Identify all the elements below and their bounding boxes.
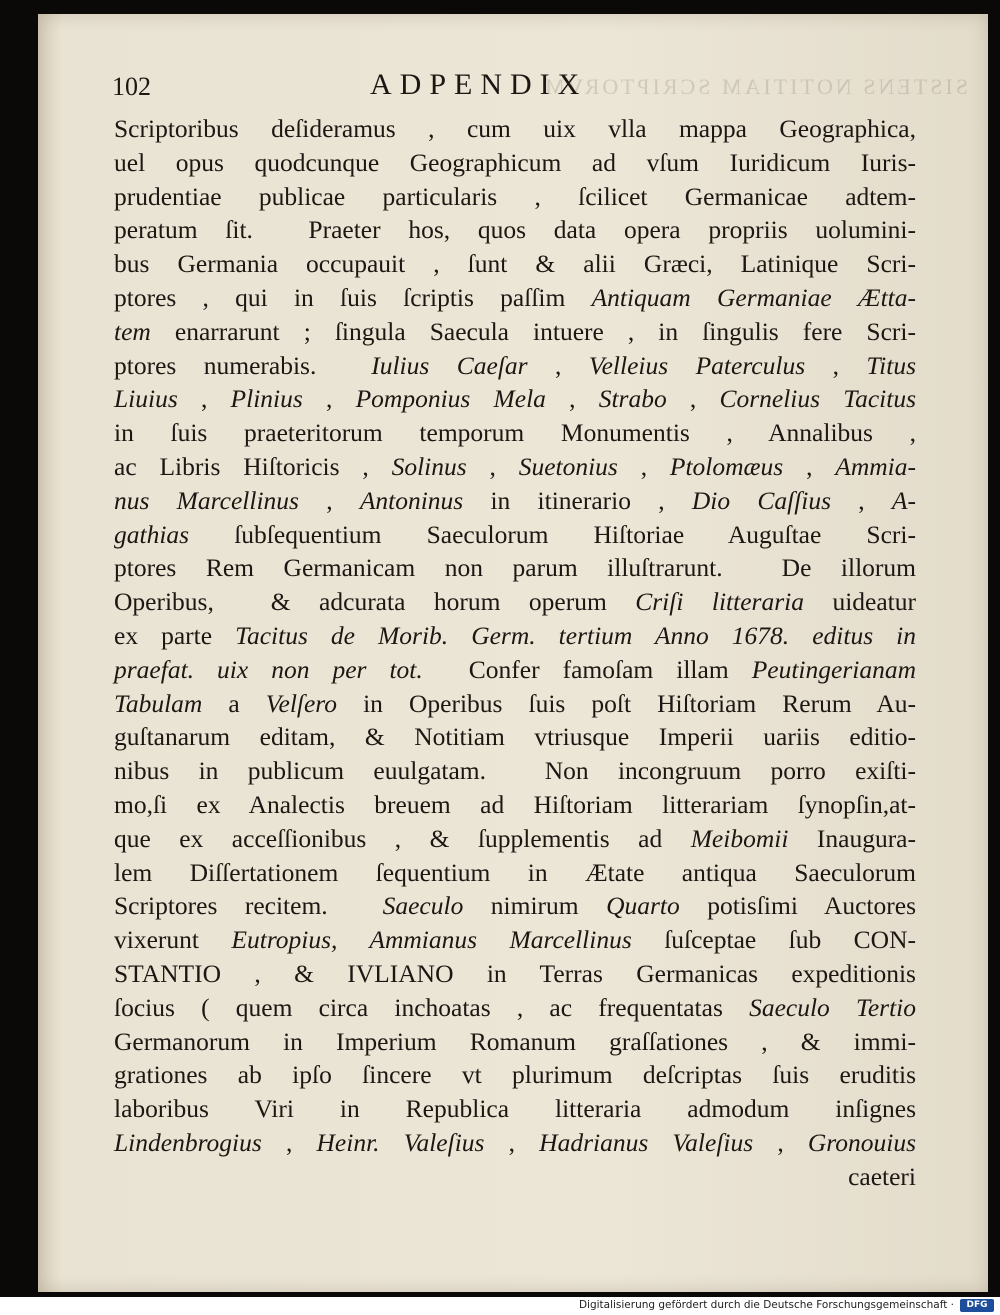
- page-header: [112, 68, 932, 108]
- italic-text-segment: Antoninus: [359, 485, 464, 515]
- italic-text-segment: Meibomii: [690, 823, 789, 853]
- text-segment: Operibus, & adcurata horum operum: [114, 587, 636, 617]
- text-line: [114, 146, 916, 180]
- text-segment: laboribus Viri in Republica litteraria admodum inſignes: [114, 1094, 916, 1124]
- text-segment: ptores Rem Germanicam non parum illuſtrarunt. De illorum: [114, 553, 916, 583]
- text-segment: ptores , qui in ſuis ſcriptis paſſim: [114, 282, 592, 312]
- italic-text-segment: Dio Caſſius: [691, 485, 832, 515]
- italic-text-segment: Heinr. Valeſius: [316, 1127, 485, 1157]
- text-segment: ,: [831, 485, 892, 515]
- text-line: [114, 484, 916, 518]
- italic-text-segment: Titus: [866, 350, 917, 380]
- italic-text-segment: Ammia-: [835, 451, 916, 481]
- text-segment: Confer famoſam illam: [422, 654, 752, 684]
- text-line: [114, 856, 916, 890]
- italic-text-segment: Gronouius: [807, 1127, 916, 1157]
- italic-text-segment: Saeculo Tertio: [749, 992, 916, 1022]
- italic-text-segment: gathias: [114, 519, 190, 549]
- text-line: [114, 247, 916, 281]
- text-line: [114, 788, 916, 822]
- text-line: [114, 1126, 916, 1160]
- text-segment: ,: [298, 485, 360, 515]
- text-line: [114, 1025, 916, 1059]
- footer-bar: [0, 1297, 1000, 1315]
- italic-text-segment: Pomponius Mela: [355, 384, 546, 414]
- text-segment: Scriptores recitem.: [114, 891, 383, 921]
- italic-text-segment: Suetonius: [518, 451, 618, 481]
- italic-text-segment: nus Marcellinus: [114, 485, 299, 515]
- text-line: [114, 213, 916, 247]
- text-segment: lem Diſſertationem ſequentium in Ætate antiqua Saeculorum: [114, 857, 916, 887]
- text-segment: ac Libris Hiſtoricis ,: [114, 451, 392, 481]
- italic-text-segment: tem: [114, 316, 151, 346]
- italic-text-segment: Velleius Paterculus: [588, 350, 806, 380]
- text-line: [114, 180, 916, 214]
- text-segment: ,: [527, 350, 589, 380]
- text-segment: ,: [484, 1127, 540, 1157]
- text-line: [114, 551, 916, 585]
- text-line: [114, 349, 916, 383]
- text-segment: enarrarunt ; ſingula Saecula intuere , in ſingulis fere Scri-: [150, 316, 916, 346]
- catchword: caeteri: [848, 1161, 916, 1191]
- italic-text-segment: Solinus: [391, 451, 467, 481]
- text-line: [114, 957, 916, 991]
- italic-text-segment: Antiquam Germaniae Ætta-: [591, 282, 916, 312]
- text-segment: prudentiae publicae particularis , ſcilicet Germanicae adtem-: [114, 181, 916, 211]
- text-line: [114, 382, 916, 416]
- italic-text-segment: Cornelius Tacitus: [719, 384, 917, 414]
- text-segment: peratum ſit. Praeter hos, quos data opera propriis uolumini-: [114, 215, 916, 245]
- text-line: [114, 1092, 916, 1126]
- italic-text-segment: Lindenbrogius: [114, 1127, 262, 1157]
- text-segment: potisſimi Auctores: [679, 891, 916, 921]
- text-segment: ſubſequentium Saeculorum Hiſtoriae Auguſtae Scri-: [189, 519, 916, 549]
- italic-text-segment: Quarto: [606, 891, 680, 921]
- text-segment: ,: [261, 1127, 317, 1157]
- italic-text-segment: Ptolomæus: [669, 451, 784, 481]
- text-segment: STANTIO , & IVLIANO in Terras Germanicas expeditionis: [114, 958, 916, 988]
- text-segment: in Operibus ſuis poſt Hiſtoriam Rerum Au-: [337, 688, 916, 718]
- text-line: [114, 416, 916, 450]
- text-line: [114, 518, 916, 552]
- text-segment: Inaugura-: [788, 823, 916, 853]
- italic-text-segment: Velſero: [265, 688, 338, 718]
- text-line: [114, 281, 916, 315]
- text-line: [114, 687, 916, 721]
- italic-text-segment: Strabo: [598, 384, 667, 414]
- dfg-logo-icon: DFG: [960, 1299, 994, 1312]
- text-segment: ſuſceptae ſub CON-: [631, 925, 916, 955]
- text-line: [114, 822, 916, 856]
- italic-text-segment: Plinius: [230, 384, 303, 414]
- italic-text-segment: Liuius: [114, 384, 178, 414]
- text-segment: ex parte: [114, 620, 236, 650]
- text-segment: Scriptoribus deſideramus , cum uix vlla mappa Geographica,: [114, 114, 916, 143]
- text-segment: uel opus quodcunque Geographicum ad vſum Iuridicum Iuris-: [114, 147, 916, 177]
- italic-text-segment: Criſi litteraria: [635, 587, 804, 617]
- text-segment: ptores numerabis.: [114, 350, 372, 380]
- italic-text-segment: praefat. uix non per tot.: [114, 654, 423, 684]
- text-segment: ,: [302, 384, 356, 414]
- text-segment: guſtanarum editam, & Notitiam vtriusque Imperii uariis editio-: [114, 722, 916, 752]
- italic-text-segment: Tacitus de Morib. Germ. tertium Anno 1678. editus in: [235, 620, 917, 650]
- text-segment: uideatur: [803, 587, 916, 617]
- text-line: [114, 1058, 916, 1092]
- text-segment: a: [202, 688, 266, 718]
- text-line: [114, 991, 916, 1025]
- text-segment: ,: [177, 384, 231, 414]
- text-segment: ſocius ( quem circa inchoatas , ac frequentatas: [114, 992, 750, 1022]
- text-line: [114, 923, 916, 957]
- text-segment: in itinerario ,: [463, 485, 692, 515]
- text-line: [114, 315, 916, 349]
- text-line: [114, 889, 916, 923]
- text-segment: Germanorum in Imperium Romanum graſſationes , & immi-: [114, 1026, 916, 1056]
- text-segment: mo,ſi ex Analectis breuem ad Hiſtoriam litterariam ſynopſin,at-: [114, 789, 916, 819]
- bleed-through-text: SISTENS NOTITIAM SCRIPTORVM: [542, 74, 968, 99]
- text-line: [114, 585, 916, 619]
- body-text: [114, 112, 916, 1194]
- text-segment: ,: [545, 384, 599, 414]
- text-segment: grationes ab ipſo ſincere vt plurimum deſcriptas ſuis eruditis: [114, 1060, 916, 1090]
- text-segment: ,: [466, 451, 519, 481]
- italic-text-segment: Iulius Caeſar: [371, 350, 528, 380]
- italic-text-segment: Hadrianus Valeſius: [539, 1127, 754, 1157]
- italic-text-segment: Eutropius, Ammianus Marcellinus: [231, 925, 632, 955]
- text-segment: que ex acceſſionibus , & ſupplementis ad: [114, 823, 691, 853]
- text-segment: ,: [617, 451, 670, 481]
- text-line: [114, 619, 916, 653]
- italic-text-segment: Peutingerianam: [751, 654, 916, 684]
- text-segment: ,: [783, 451, 836, 481]
- text-segment: ,: [805, 350, 867, 380]
- italic-text-segment: Saeculo: [382, 891, 464, 921]
- text-segment: vixerunt: [114, 925, 232, 955]
- text-line: [114, 720, 916, 754]
- italic-text-segment: A-: [891, 485, 916, 515]
- text-segment: ,: [666, 384, 720, 414]
- text-segment: in ſuis praeteritorum temporum Monumentis , Annalibus ,: [114, 418, 916, 448]
- text-segment: nimirum: [463, 891, 607, 921]
- text-line: [114, 653, 916, 687]
- footer-credit: Digitalisierung gefördert durch die Deutsche Forschungsgemeinschaft ·: [578, 1299, 954, 1311]
- page-number: 102: [112, 72, 151, 101]
- running-title: ADPENDIX: [370, 68, 588, 101]
- italic-text-segment: Tabulam: [114, 688, 203, 718]
- text-line: [114, 450, 916, 484]
- text-segment: bus Germania occupauit , ſunt & alii Græci, Latinique Scri-: [114, 249, 916, 279]
- text-line: [114, 112, 916, 146]
- text-segment: nibus in publicum euulgatam. Non incongruum porro exiſti-: [114, 756, 916, 786]
- text-line: [114, 754, 916, 788]
- text-segment: ,: [753, 1127, 808, 1157]
